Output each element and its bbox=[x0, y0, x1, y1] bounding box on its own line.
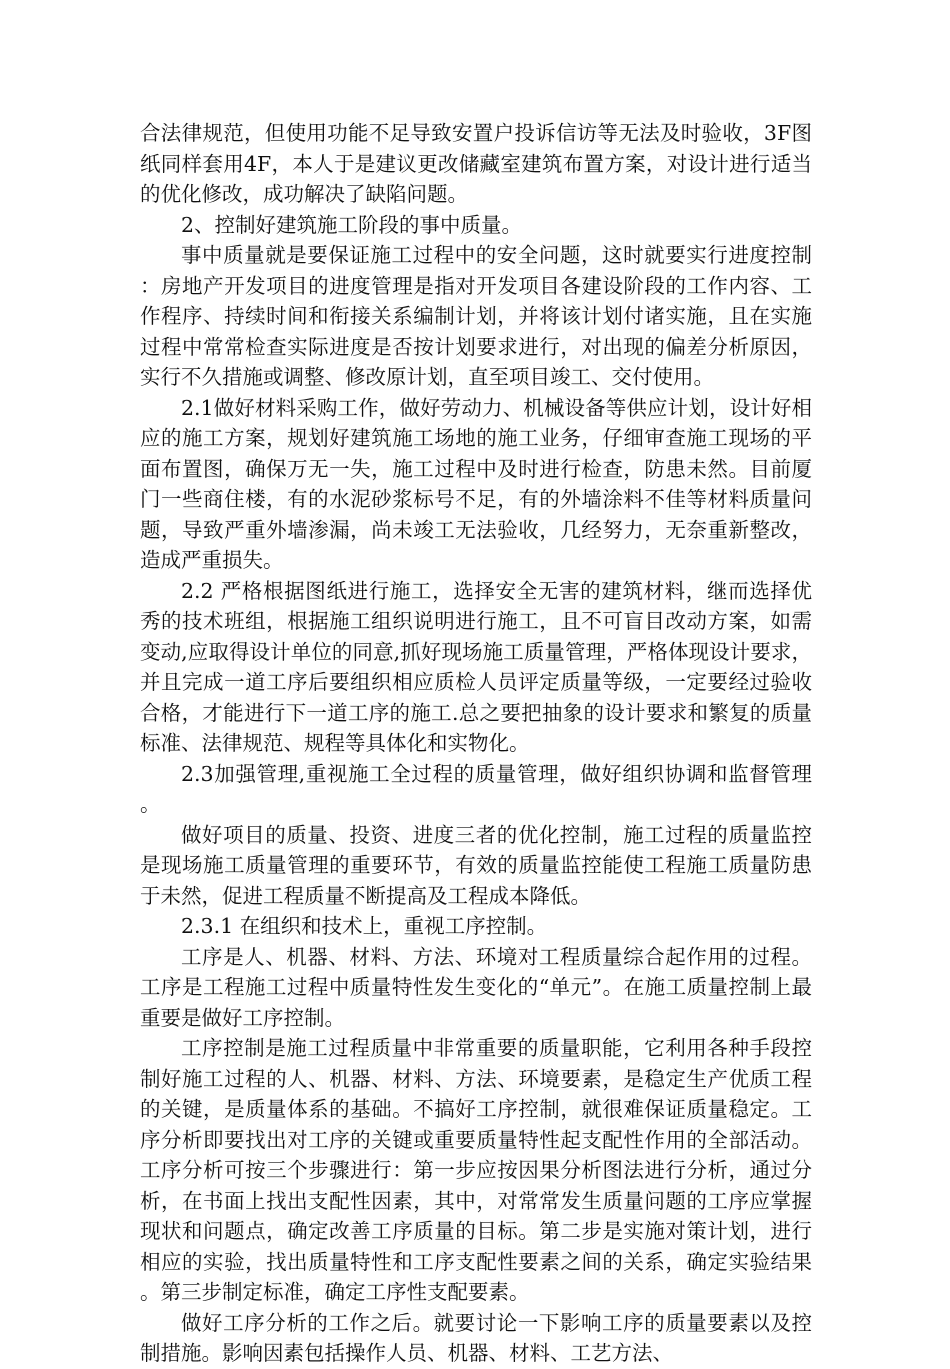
paragraph-quality-monitoring: 做好项目的质量、投资、进度三者的优化控制，施工过程的质量监控是现场施工质量管理的重要环节，有效的质量监控能使工程施工质量防患于未然，促进工程质量不断提高及工程成本降低。 bbox=[140, 822, 812, 908]
paragraph-progress-control: 事中质量就是要保证施工过程中的安全问题，这时就要实行进度控制：房地产开发项目的进度管理是指对开发项目各建设阶段的工作内容、工作程序、持续时间和衔接关系编制计划，并将该计划付诸实施，且在实施过程中常常检查实际进度是否按计划要求进行，对出现的偏差分析原因，实行不久措施或调整、修改原计划，直至项目竣工、交付使用。 bbox=[140, 243, 812, 389]
section-heading-2: 2、控制好建筑施工阶段的事中质量。 bbox=[181, 212, 523, 237]
document-body bbox=[140, 118, 812, 1369]
paragraph-process-definition: 工序是人、机器、材料、方法、环境对工程质量综合起作用的过程。工序是工程施工过程中质量特性发生变化的“单元”。在施工质量控制上最重要是做好工序控制。 bbox=[140, 944, 812, 1030]
paragraph-continued: 合法律规范，但使用功能不足导致安置户投诉信访等无法及时验收，3F图纸同样套用4F，本人于是建议更改储藏室建筑布置方案，对设计进行适当的优化修改，成功解决了缺陷问题。 bbox=[140, 121, 812, 206]
paragraph-2-1-materials: 2.1做好材料采购工作，做好劳动力、机械设备等供应计划，设计好相应的施工方案，规划好建筑施工场地的施工业务，仔细审查施工现场的平面布置图，确保万无一失，施工过程中及时进行检查，防患未然。目前厦门一些商住楼，有的水泥砂浆标号不足，有的外墙涂料不佳等材料质量问题，导致严重外墙渗漏，尚未竣工无法验收，几经努力，无奈重新整改，造成严重损失。 bbox=[140, 395, 812, 572]
paragraph-process-analysis: 做好工序分析的工作之后。就要讨论一下影响工序的质量要素以及控制措施。影响因素包括操作人员、机器、材料、工艺方法、 bbox=[140, 1310, 812, 1365]
paragraph-process-control: 工序控制是施工过程质量中非常重要的质量职能，它利用各种手段控制好施工过程的人、机器、材料、方法、环境要素，是稳定生产优质工程的关键，是质量体系的基础。不搞好工序控制，就很难保证质量稳定。工序分析即要找出对工序的关键或重要质量特性起支配性作用的全部活动。工序分析可按三个步骤进行：第一步应按因果分析图法进行分析，通过分析，在书面上找出支配性因素，其中，对常常发生质量问题的工序应掌握现状和问题点，确定改善工序质量的目标。第二步是实施对策计划，进行相应的实验，找出质量特性和工序支配性要素之间的关系，确定实验结果。第三步制定标准，确定工序性支配要素。 bbox=[140, 1036, 812, 1304]
paragraph-2-2-drawings: 2.2 严格根据图纸进行施工，选择安全无害的建筑材料，继而选择优秀的技术班组，根据施工组织说明进行施工，且不可盲目改动方案，如需变动,应取得设计单位的同意,抓好现场施工质量管理，严格体现设计要求，并且完成一道工序后要组织相应质检人员评定质量等级，一定要经过验收合格，才能进行下一道工序的施工.总之要把抽象的设计要求和繁复的质量标准、法律规范、规程等具体化和实物化。 bbox=[140, 578, 812, 755]
section-heading-2-3-1: 2.3.1 在组织和技术上，重视工序控制。 bbox=[181, 914, 548, 938]
paragraph-2-3-management: 2.3加强管理,重视施工全过程的质量管理，做好组织协调和监督管理。 bbox=[140, 761, 812, 816]
